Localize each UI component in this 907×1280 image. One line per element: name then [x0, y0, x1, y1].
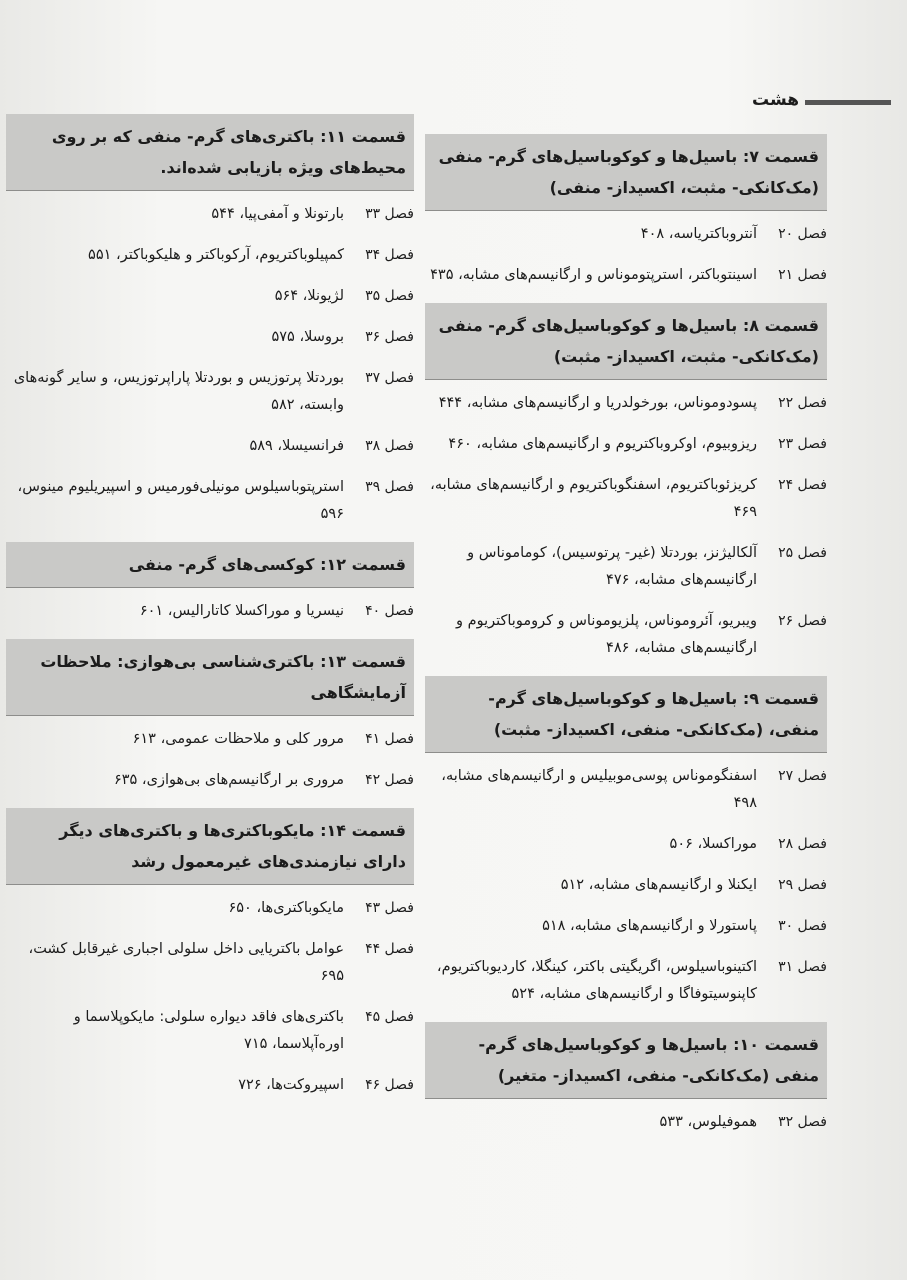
chapter-title: مروری بر ارگانیسم‌های بی‌هوازی، ۶۳۵	[113, 772, 344, 788]
chapter-title: مرور کلی و ملاحظات عمومی، ۶۱۳	[132, 731, 344, 747]
part-label: قسمت ۱۱:	[320, 127, 406, 146]
part-title: باکتری‌های گرم- منفی که بر روی محیط‌های ویژه بازیابی شده‌اند.	[51, 127, 406, 177]
part-label: قسمت ۸:	[742, 316, 819, 335]
chapter-title: اسینتوباکتر، استرپتوموناس و ارگانیسم‌های مشابه، ۴۳۵	[430, 267, 757, 283]
chapter-entry	[425, 1109, 827, 1136]
part-heading	[425, 676, 827, 753]
part-label: قسمت ۱۳:	[320, 652, 406, 671]
chapter-title: کمپیلوباکتریوم، آرکوباکتر و هلیکوباکتر، ۵۵۱	[88, 247, 344, 263]
chapter-number: فصل ۴۵	[365, 1009, 414, 1025]
chapter-number: فصل ۳۴	[365, 247, 414, 263]
part-heading	[425, 1022, 827, 1099]
chapter-title: ویبریو، آئروموناس، پلزیوموناس و کروموباکتریوم و ارگانیسم‌های مشابه، ۴۸۶	[455, 613, 757, 656]
chapter-number: فصل ۲۰	[778, 226, 827, 242]
chapter-entry	[425, 221, 827, 248]
chapter-number: فصل ۲۳	[778, 436, 827, 452]
chapter-number: فصل ۳۳	[365, 206, 414, 222]
toc-left-column	[6, 108, 414, 1113]
chapter-entry	[425, 608, 827, 662]
chapter-number: فصل ۴۶	[365, 1077, 414, 1093]
chapter-entry	[6, 283, 414, 310]
chapter-entry	[425, 540, 827, 594]
part-label: قسمت ۱۲:	[320, 555, 406, 574]
part-title: باسیل‌ها و کوکوباسیل‌های گرم- منفی (مک‌کانکی- مثبت، اکسیداز- منفی)	[438, 147, 819, 197]
chapter-entry	[425, 763, 827, 817]
part-heading	[425, 303, 827, 380]
chapter-entry	[6, 726, 414, 753]
chapter-entry	[6, 474, 414, 528]
chapter-title: کریزئوباکتریوم، اسفنگوباکتریوم و ارگانیسم‌های مشابه، ۴۶۹	[430, 477, 757, 520]
chapter-title: اکتینوباسیلوس، اگریگیتی باکتر، کینگلا، کاردیوباکتریوم، کاپنوسیتوفاگا و ارگانیسم‌های مشابه، ۵۲۴	[436, 959, 757, 1002]
chapter-number: فصل ۴۱	[365, 731, 414, 747]
chapter-title: باکتری‌های فاقد دیواره سلولی: مایکوپلاسما و اوره‌آپلاسما، ۷۱۵	[73, 1009, 344, 1052]
chapter-entry	[6, 895, 414, 922]
chapter-title: فرانسیسلا، ۵۸۹	[249, 438, 344, 454]
chapter-entry	[425, 872, 827, 899]
part-label: قسمت ۱۰:	[733, 1035, 819, 1054]
chapter-number: فصل ۳۶	[365, 329, 414, 345]
chapter-number: فصل ۳۱	[778, 959, 827, 975]
part-heading	[6, 542, 414, 588]
folio-rule	[805, 100, 891, 105]
chapter-entry	[6, 936, 414, 990]
chapter-title: استرپتوباسیلوس مونیلی‌فورمیس و اسپیریلیوم مینوس، ۵۹۶	[17, 479, 344, 522]
toc-right-column	[425, 128, 827, 1150]
chapter-title: لژیونلا، ۵۶۴	[274, 288, 344, 304]
chapter-number: فصل ۲۶	[778, 613, 827, 629]
chapter-number: فصل ۳۸	[365, 438, 414, 454]
chapter-entry	[6, 1004, 414, 1058]
part-title: باکتری‌شناسی بی‌هوازی: ملاحظات آزمایشگاهی	[40, 652, 406, 702]
chapter-entry	[425, 954, 827, 1008]
chapter-entry	[6, 324, 414, 351]
chapter-number: فصل ۲۴	[778, 477, 827, 493]
chapter-entry	[425, 831, 827, 858]
chapter-title: موراکسلا، ۵۰۶	[669, 836, 757, 852]
part-heading	[425, 134, 827, 211]
part-title: مایکوباکتری‌ها و باکتری‌های دیگر دارای نیازمندی‌های غیرمعمول رشد	[59, 821, 406, 871]
chapter-title: عوامل باکتریایی داخل سلولی اجباری غیرقابل کشت، ۶۹۵	[28, 941, 344, 984]
chapter-entry	[6, 365, 414, 419]
chapter-title: آلکالیژنز، بوردتلا (غیر- پرتوسیس)، کوماموناس و ارگانیسم‌های مشابه، ۴۷۶	[467, 545, 757, 588]
chapter-number: فصل ۴۴	[365, 941, 414, 957]
chapter-number: فصل ۴۰	[365, 603, 414, 619]
part-heading	[6, 639, 414, 716]
chapter-title: بارتونلا و آمفی‌پیا، ۵۴۴	[211, 206, 344, 222]
chapter-entry	[425, 431, 827, 458]
chapter-number: فصل ۳۹	[365, 479, 414, 495]
chapter-title: نیسریا و موراکسلا کاتارالیس، ۶۰۱	[139, 603, 344, 619]
chapter-entry	[425, 262, 827, 289]
chapter-title: مایکوباکتری‌ها، ۶۵۰	[228, 900, 344, 916]
chapter-number: فصل ۲۲	[778, 395, 827, 411]
chapter-number: فصل ۴۳	[365, 900, 414, 916]
chapter-entry	[425, 390, 827, 417]
part-label: قسمت ۱۴:	[320, 821, 406, 840]
chapter-number: فصل ۳۲	[778, 1114, 827, 1130]
part-title: باسیل‌ها و کوکوباسیل‌های گرم- منفی، (مک‌کانکی- منفی، اکسیداز- مثبت)	[488, 689, 819, 739]
chapter-title: هموفیلوس، ۵۳۳	[659, 1114, 757, 1130]
part-title: باسیل‌ها و کوکوباسیل‌های گرم- منفی (مک‌کانکی- منفی، اکسیداز- متغیر)	[478, 1035, 819, 1085]
chapter-title: اسفنگوموناس پوسی‌موبیلیس و ارگانیسم‌های مشابه، ۴۹۸	[441, 768, 757, 811]
chapter-number: فصل ۲۱	[778, 267, 827, 283]
chapter-entry	[6, 242, 414, 269]
chapter-title: آنتروباکتریاسه، ۴۰۸	[640, 226, 757, 242]
chapter-number: فصل ۲۷	[778, 768, 827, 784]
part-label: قسمت ۷:	[742, 147, 819, 166]
chapter-number: فصل ۲۸	[778, 836, 827, 852]
part-title: کوکسی‌های گرم- منفی	[128, 555, 315, 574]
chapter-number: فصل ۳۵	[365, 288, 414, 304]
chapter-title: بوردتلا پرتوزیس و بوردتلا پاراپرتوزیس، و سایر گونه‌های وابسته، ۵۸۲	[13, 370, 344, 413]
chapter-title: ایکنلا و ارگانیسم‌های مشابه، ۵۱۲	[560, 877, 757, 893]
chapter-number: فصل ۲۵	[778, 545, 827, 561]
chapter-entry	[425, 472, 827, 526]
chapter-entry	[6, 433, 414, 460]
chapter-number: فصل ۲۹	[778, 877, 827, 893]
chapter-number: فصل ۳۷	[365, 370, 414, 386]
part-title: باسیل‌ها و کوکوباسیل‌های گرم- منفی (مک‌کانکی- مثبت، اکسیداز- مثبت)	[438, 316, 819, 366]
chapter-entry	[6, 767, 414, 794]
part-heading	[6, 114, 414, 191]
chapter-title: ریزوبیوم، اوکروباکتریوم و ارگانیسم‌های مشابه، ۴۶۰	[448, 436, 757, 452]
chapter-entry	[6, 1072, 414, 1099]
chapter-number: فصل ۴۲	[365, 772, 414, 788]
chapter-title: بروسلا، ۵۷۵	[271, 329, 344, 345]
part-heading	[6, 808, 414, 885]
page-folio: هشت	[752, 90, 800, 110]
part-label: قسمت ۹:	[742, 689, 819, 708]
chapter-entry	[6, 201, 414, 228]
chapter-title: اسپیروکت‌ها، ۷۲۶	[238, 1077, 344, 1093]
chapter-entry	[6, 598, 414, 625]
chapter-title: پسودوموناس، بورخولدریا و ارگانیسم‌های مشابه، ۴۴۴	[438, 395, 757, 411]
chapter-title: پاستورلا و ارگانیسم‌های مشابه، ۵۱۸	[542, 918, 757, 934]
chapter-entry	[425, 913, 827, 940]
chapter-number: فصل ۳۰	[778, 918, 827, 934]
